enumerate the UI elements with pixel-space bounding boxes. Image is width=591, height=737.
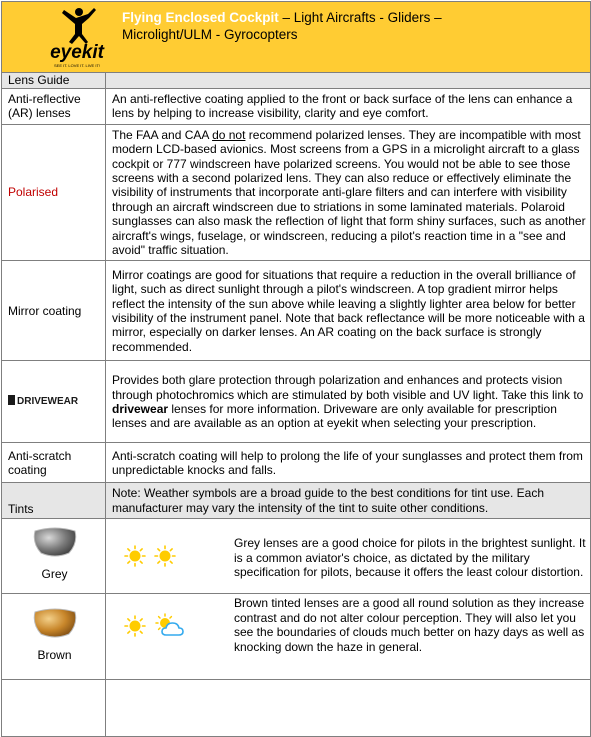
sun-icon (154, 545, 176, 567)
text-part: lenses for more information. Driveware are only available for prescription lenses and are available as an option at eyekit when selecting your prescription. (112, 401, 557, 431)
row-mirror-coating (2, 261, 591, 361)
page-title (112, 2, 522, 43)
tint-description: Brown tinted lenses are a good all round solution as they increase contrast and do not alter colour perception. They will also let you see the boundaries of clouds much better on hazy days as well as knocking down the haze in general. (234, 596, 585, 654)
title-rest: – Light Aircrafts - Gliders – Microlight/ULM - Gyrocopters (122, 10, 442, 42)
tint-row-grey (2, 519, 591, 594)
blank-cell (2, 680, 106, 737)
lens-guide-page (1, 1, 590, 737)
tints-note: Note: Weather symbols are a broad guide to the best conditions for tint use. Each manufacturer may vary the intensity of the tint to suite other conditions. (106, 483, 591, 519)
pilot-silhouette-icon (42, 4, 112, 70)
row-text: Mirror coatings are good for situations that require a reduction in the overall brilliance of light, such as direct sunlight through a pilot's windscreen. A top gradient mirror helps reflect the intensity of the sun above while leaving a slightly lighter area below for better visibility of the instrument panel. Note that back reflectance will be more noticeable with a mirror, especially on darker lenses. An AR coating on the back surface is strongly recommended. (106, 261, 591, 361)
blank-cell (106, 680, 591, 737)
logo-wordmark: eyekit (50, 42, 104, 63)
weather-icons (106, 594, 234, 654)
row-label: Anti-reflective (AR) lenses (2, 89, 106, 125)
text-underline: do not (212, 127, 246, 142)
drivewear-link[interactable]: drivewear (112, 401, 169, 416)
lens-guide-blank (106, 73, 591, 89)
row-drivewear (2, 361, 591, 443)
lens-guide-table (1, 1, 591, 737)
weather-icons (106, 528, 234, 584)
row-label: Mirror coating (2, 261, 106, 361)
lens-guide-label: Lens Guide (2, 73, 106, 89)
header-banner (2, 2, 591, 73)
tint-description: Grey lenses are a good choice for pilots in the brightest sunlight. It is a common aviator's choice, as dictated by the military specification for pilots, because it offers the least colour distortion. (234, 536, 586, 580)
tints-label: Tints (2, 483, 106, 519)
tint-name: Brown (37, 648, 72, 663)
tint-detail-cell (106, 594, 591, 680)
row-anti-scratch (2, 443, 591, 483)
blank-row (2, 680, 591, 737)
row-text: An anti-reflective coating applied to the front or back surface of the lens can enhance a lens by helping to increase visibility, clarity and eye comfort. (106, 89, 591, 125)
title-lead: Flying Enclosed Cockpit (122, 10, 279, 25)
header-row (2, 2, 591, 73)
tint-row-brown (2, 594, 591, 680)
sun-icon (124, 545, 146, 567)
tint-lens-cell (2, 519, 106, 594)
drivewear-logo (8, 392, 94, 408)
tint-detail-cell (106, 519, 591, 594)
tints-header-row (2, 483, 591, 519)
text-part: recommend polarized lenses. They are incompatible with most modern LCD-based avionics. Most screens from a GPS in a microlight aircraft to a glass cockpit or 777 windscreen have polarized screens. You would not be able to see those screens with a second polarized lens. They can also reduce or effectively eliminate the visibility of instruments that incorporate anti-glare filters and can interfere with visibility through an aircraft windscreen due to striations in some laminated materials. Polaroid sunglasses can also mask the reflection of light that form shiny surfaces, such as another aircraft's wings, fuselage, or windscreen, reducing a pilot's reaction time in a "see and avoid" traffic situation. (112, 127, 586, 258)
sun-cloud-icon (154, 613, 186, 639)
row-anti-reflective (2, 89, 591, 125)
eyekit-logo (42, 4, 112, 70)
row-label: Anti-scratch coating (2, 443, 106, 483)
text-part: The FAA and CAA (112, 127, 213, 142)
drivewear-logo-cell (2, 361, 106, 443)
drivewear-wordmark: DRIVEWEAR (17, 396, 79, 408)
row-polarised (2, 124, 591, 261)
drivewear-mark-icon (8, 395, 15, 405)
row-label-polarised: Polarised (2, 124, 106, 261)
row-text (106, 124, 591, 261)
sun-icon (124, 615, 146, 637)
tint-name: Grey (41, 567, 68, 582)
row-text (106, 361, 591, 443)
grey-lens-icon (31, 525, 79, 559)
row-text: Anti-scratch coating will help to prolong the life of your sunglasses and protect them from unpredictable knocks and falls. (106, 443, 591, 483)
tint-lens-cell (2, 594, 106, 680)
brown-lens-icon (31, 606, 79, 640)
logo-tagline: SEE IT. LOVE IT. LIVE IT! (53, 63, 101, 68)
text-part: Provides both glare protection through polarization and enhances and protects vision through photochromics which are stimulated by both visible and UV light. Take this link to (112, 373, 584, 402)
lens-guide-header-row (2, 73, 591, 89)
